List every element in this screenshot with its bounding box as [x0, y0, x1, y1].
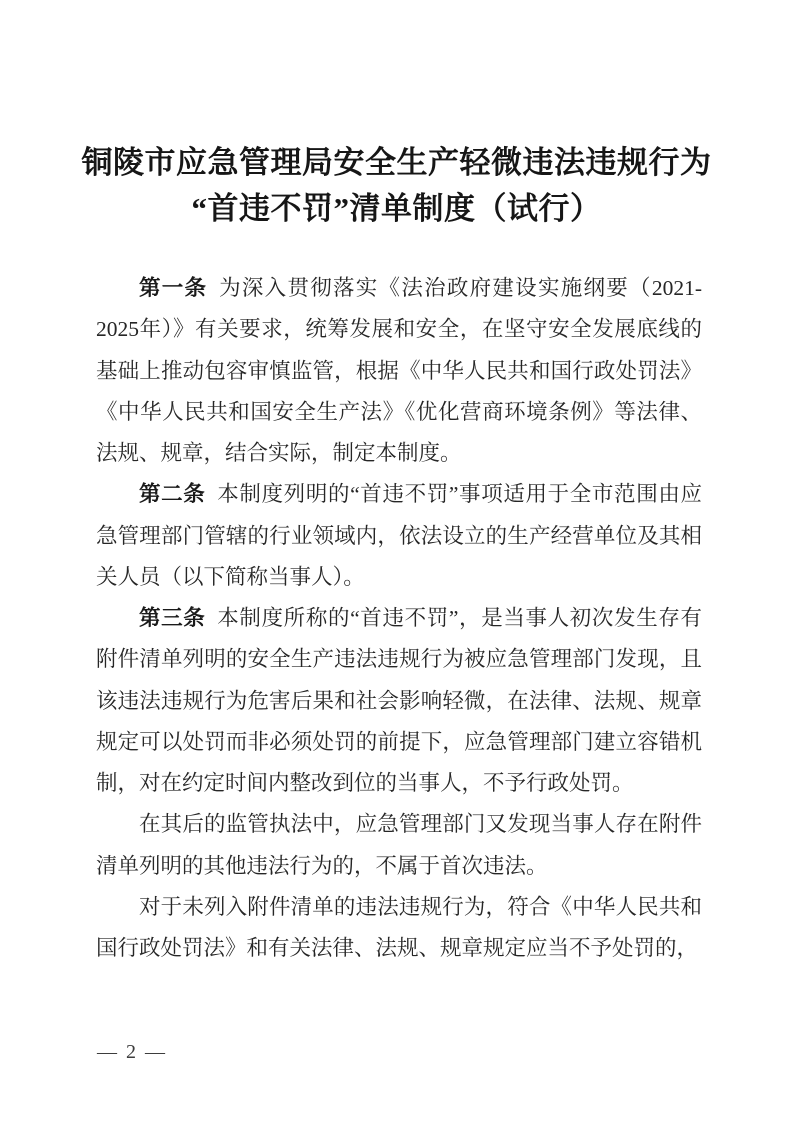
article-3-label: 第三条 [139, 606, 206, 630]
article-2-text: 本制度列明的“首违不罚”事项适用于全市范围由应急管理部门管辖的行业领域内，依法设立的生产经营单位及其相关人员（以下简称当事人）。 [96, 482, 702, 589]
article-1-text: 为深入贯彻落实《法治政府建设实施纲要（2021-2025年）》有关要求，统筹发展和安全，在坚守安全发展底线的基础上推动包容审慎监管，根据《中华人民共和国行政处罚法》《中华人民共和国安全生产法》《优化营商环境条例》等法律、法规、规章，结合实际，制定本制度。 [96, 276, 702, 465]
page-number: — 2 — [97, 1041, 167, 1063]
article-1-label: 第一条 [139, 276, 208, 300]
paragraph-5-text: 对于未列入附件清单的违法违规行为，符合《中华人民共和国行政处罚法》和有关法律、法规、规章规定应当不予处罚的， [96, 894, 702, 960]
paragraph-article-2 [96, 474, 702, 598]
paragraph-4 [96, 804, 702, 887]
paragraph-article-3 [96, 598, 702, 804]
article-3-text: 本制度所称的“首违不罚”，是当事人初次发生存有附件清单列明的安全生产违法违规行为被应急管理部门发现，且该违法违规行为危害后果和社会影响轻微，在法律、法规、规章规定可以处罚而非必须处罚的前提下，应急管理部门建立容错机制，对在约定时间内整改到位的当事人，不予行政处罚。 [96, 606, 702, 795]
document-title [0, 0, 793, 232]
document-body [96, 268, 702, 969]
paragraph-4-text: 在其后的监管执法中，应急管理部门又发现当事人存在附件清单列明的其他违法行为的，不属于首次违法。 [96, 812, 702, 878]
paragraph-5 [96, 887, 702, 970]
document-title-line2: “首违不罚”清单制度（试行） [191, 191, 602, 226]
article-2-label: 第二条 [139, 482, 206, 507]
document-title-line1: 铜陵市应急管理局安全生产轻微违法违规行为 [81, 145, 712, 180]
paragraph-article-1 [96, 268, 702, 474]
